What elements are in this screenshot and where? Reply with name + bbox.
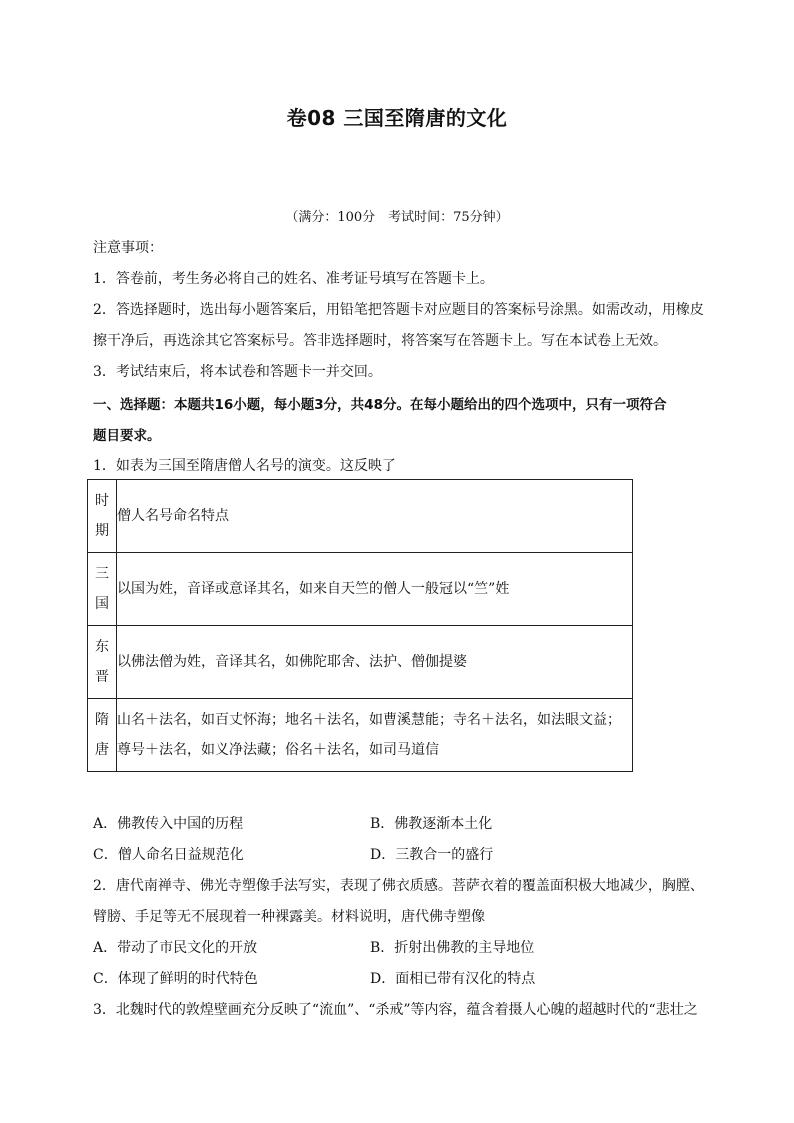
q2-option-b: B．折射出佛教的主导地位: [370, 940, 535, 956]
feature-cell: 以国为姓，音译或意译其名，如来自天竺的僧人一般冠以“竺”姓: [117, 553, 633, 626]
note-item-2: 2．答选择题时，选出每小题答案后，用铅笔把答题卡对应题目的答案标号涂黑。如需改动，用橡皮: [93, 302, 704, 318]
note-item-2-cont: 擦干净后，再选涂其它答案标号。答非选择题时，将答案写在答题卡上。写在本试卷上无效。: [93, 333, 667, 349]
names-table: [87, 479, 633, 772]
page-title: 卷08 三国至隋唐的文化: [286, 106, 508, 130]
feature-cell: 以佛法僧为姓，音译其名，如佛陀耶舍、法护、僧伽提婆: [117, 626, 633, 699]
q2-option-d: D．面相已带有汉化的特点: [370, 971, 536, 987]
q1-option-c: C．僧人命名日益规范化: [93, 847, 244, 863]
note-item-1: 1．答卷前，考生务必将自己的姓名、准考证号填写在答题卡上。: [93, 271, 494, 287]
feature-header: 僧人名号命名特点: [117, 480, 633, 553]
table-row: [88, 699, 633, 772]
table-header-row: [88, 480, 633, 553]
notes-heading: 注意事项：: [93, 240, 163, 256]
question-3-stem: 3．北魏时代的敦煌壁画充分反映了“流血”、“杀戒”等内容，蕴含着摄人心魄的超越时代的“悲壮之: [93, 1002, 698, 1018]
q1-option-a: A．佛教传入中国的历程: [93, 816, 244, 832]
section-heading-cont: 题目要求。: [93, 428, 161, 444]
question-1-stem: 1．如表为三国至隋唐僧人名号的演变。这反映了: [93, 458, 396, 474]
feature-cell: 山名＋法名，如百丈怀海；地名＋法名，如曹溪慧能；寺名＋法名，如法眼文益； 尊号＋法名，如义净法藏；俗名＋法名，如司马道信: [117, 699, 633, 772]
note-item-3: 3．考试结束后，将本试卷和答题卡一并交回。: [93, 364, 382, 380]
period-cell: 东 晋: [88, 626, 117, 699]
question-2-stem: 2．唐代南禅寺、佛光寺塑像手法写实，表现了佛衣质感。菩萨衣着的覆盖面积极大地减少，胸膛、: [93, 878, 704, 894]
q2-option-c: C．体现了鲜明的时代特色: [93, 971, 258, 987]
period-cell: 三 国: [88, 553, 117, 626]
q1-option-d: D．三教合一的盛行: [370, 847, 494, 863]
exam-info: （满分：100分 考试时间：75分钟）: [285, 210, 509, 225]
table-row: [88, 626, 633, 699]
q2-option-a: A．带动了市民文化的开放: [93, 940, 258, 956]
table-row: [88, 553, 633, 626]
period-header: 时 期: [88, 480, 117, 553]
section-heading: 一、选择题：本题共16小题，每小题3分，共48分。在每小题给出的四个选项中，只有一项符合: [93, 397, 667, 413]
question-2-stem-cont: 臂膀、手足等无不展现着一种裸露美。材料说明，唐代佛寺塑像: [93, 909, 485, 925]
period-cell: 隋 唐: [88, 699, 117, 772]
q1-option-b: B．佛教逐渐本土化: [370, 816, 493, 832]
